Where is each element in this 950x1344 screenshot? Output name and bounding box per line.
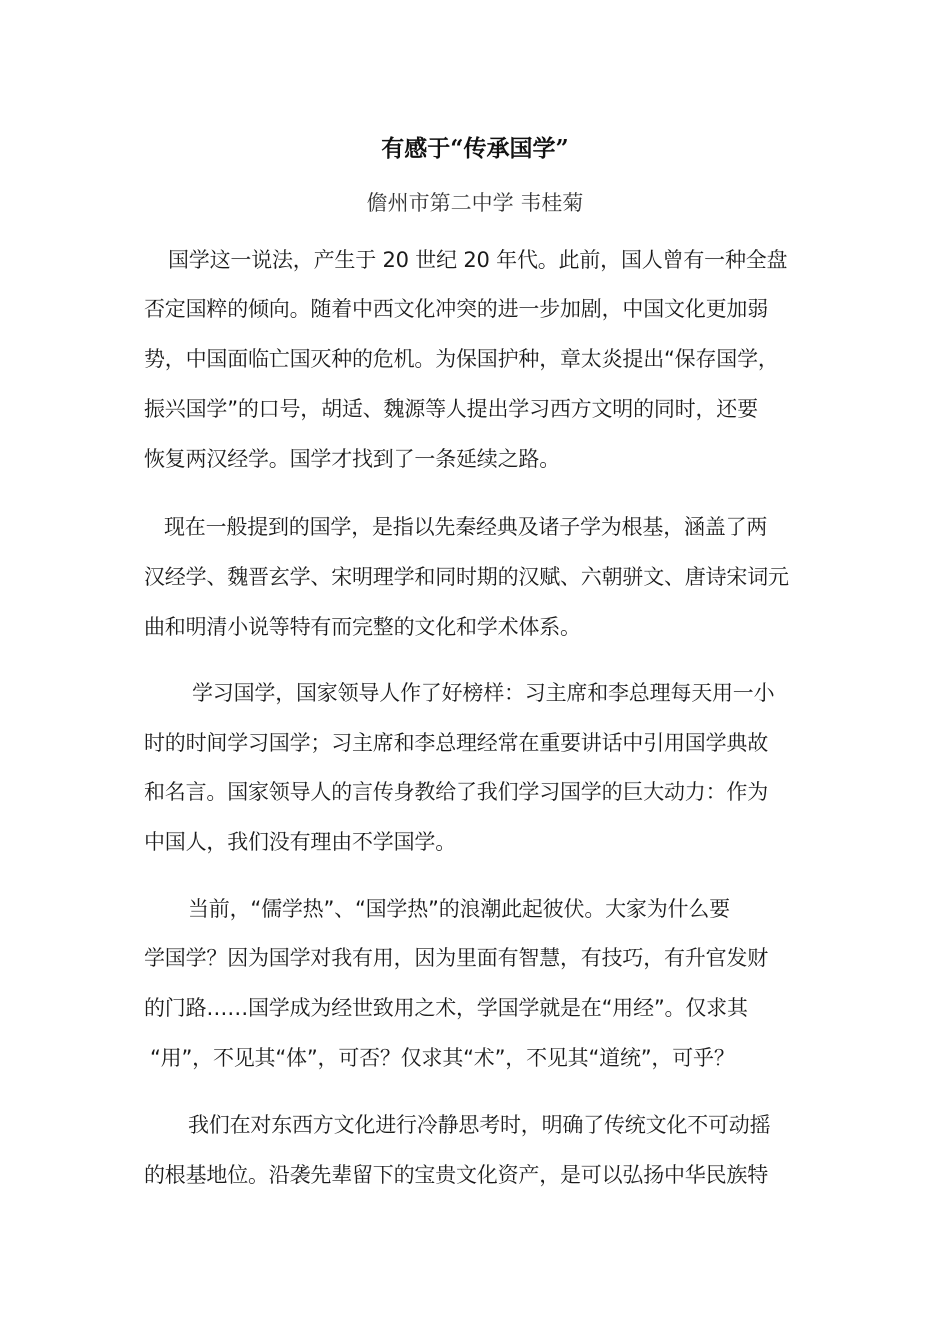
paragraph-4-line-1: 当前，“儒学热”、“国学热”的浪潮此起彼伏。大家为什么要: [188, 897, 730, 921]
paragraph-1-line-4: 振兴国学”的口号，胡适、魏源等人提出学习西方文明的同时，还要: [144, 397, 758, 421]
document-title: 有感于“传承国学”: [381, 135, 569, 162]
paragraph-3-line-3: 和名言。国家领导人的言传身教给了我们学习国学的巨大动力：作为: [144, 780, 768, 804]
paragraph-1-line-5: 恢复两汉经学。国学才找到了一条延续之路。: [144, 447, 560, 471]
paragraph-3-line-2: 时的时间学习国学；习主席和李总理经常在重要讲话中引用国学典故: [144, 731, 768, 755]
paragraph-3-line-4: 中国人，我们没有理由不学国学。: [144, 830, 456, 854]
paragraph-5-line-2: 的根基地位。沿袭先辈留下的宝贵文化资产，是可以弘扬中华民族特: [144, 1163, 768, 1187]
paragraph-1-line-3: 势，中国面临亡国灭种的危机。为保国护种，章太炎提出“保存国学，: [144, 347, 779, 371]
paragraph-1-line-1: 国学这一说法，产生于 20 世纪 20 年代。此前，国人曾有一种全盘: [168, 248, 788, 272]
paragraph-2-line-1: 现在一般提到的国学，是指以先秦经典及诸子学为根基，涵盖了两: [164, 515, 768, 539]
paragraph-1-line-2: 否定国粹的倾向。随着中西文化冲突的进一步加剧，中国文化更加弱: [144, 297, 768, 321]
author-byline: 儋州市第二中学 韦桂菊: [366, 191, 584, 215]
paragraph-5-line-1: 我们在对东西方文化进行冷静思考时，明确了传统文化不可动摇: [188, 1113, 771, 1137]
paragraph-4-line-4: “用”，不见其“体”，可否？仅求其“术”，不见其“道统”，可乎？: [150, 1046, 735, 1070]
paragraph-4-line-2: 学国学？因为国学对我有用，因为里面有智慧，有技巧，有升官发财: [144, 946, 768, 970]
paragraph-4-line-3: 的门路……国学成为经世致用之术，学国学就是在“用经”。仅求其: [144, 996, 748, 1020]
paragraph-3-line-1: 学习国学，国家领导人作了好榜样：习主席和李总理每天用一小: [192, 681, 775, 705]
paragraph-2-line-3: 曲和明清小说等特有而完整的文化和学术体系。: [144, 615, 581, 639]
paragraph-2-line-2: 汉经学、魏晋玄学、宋明理学和同时期的汉赋、六朝骈文、唐诗宋词元: [144, 565, 789, 589]
